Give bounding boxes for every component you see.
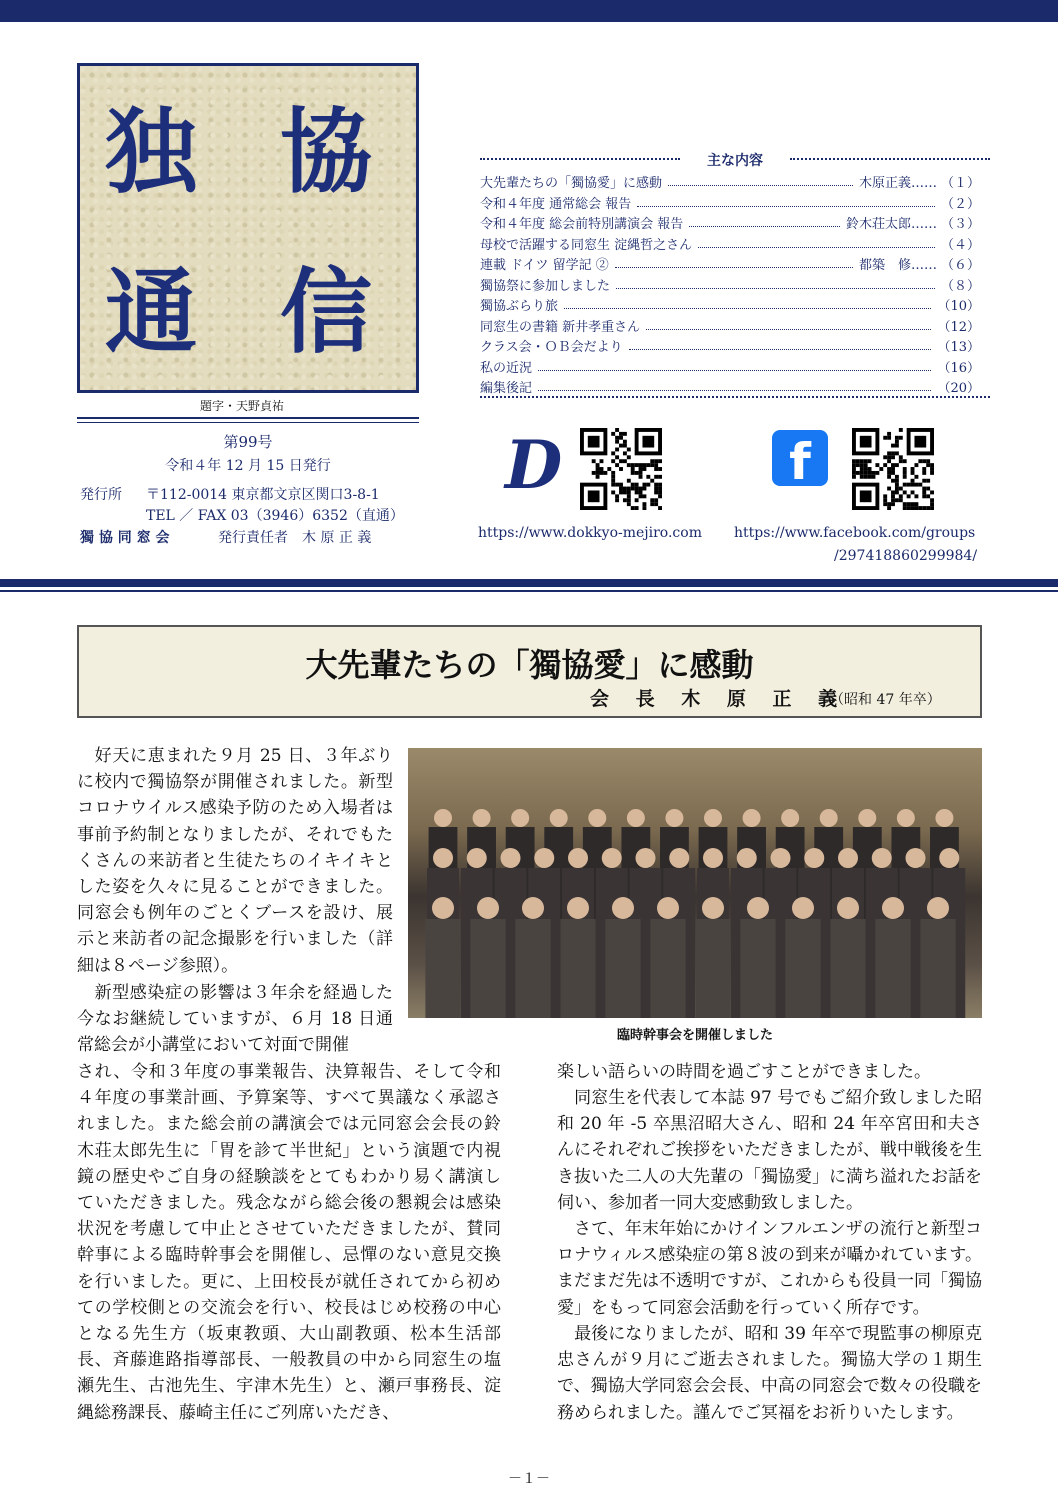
article-right-paragraph-1: 楽しい語らいの時間を過ごすことができました。 [557, 1062, 931, 1082]
facebook-url-cont[interactable]: /297418860299984/ [834, 548, 978, 564]
site-url[interactable]: https://www.dokkyo-mejiro.com [478, 525, 702, 541]
photo-person-head [702, 897, 724, 919]
photo-person-head [747, 897, 769, 919]
photo-person-head [743, 809, 761, 827]
publisher-org: 獨 協 同 窓 会 [80, 530, 170, 546]
issue-number: 第99号 [223, 433, 273, 451]
photo-person-head [550, 809, 568, 827]
photo-person-head [704, 809, 722, 827]
photo-person-head [927, 897, 949, 919]
photo-person-head [501, 848, 521, 868]
contents-item[interactable] [480, 172, 980, 191]
photo-person-head [434, 809, 452, 827]
photo-person-head [602, 848, 622, 868]
photo-person-head [627, 809, 645, 827]
contents-item-title: 母校で活躍する同窓生 淀縄哲之さん [480, 237, 693, 253]
article-left-paragraph-1: 好天に恵まれた９月 25 日、３年ぶりに校内で獨協祭が開催されました。新型コロナウイルス感染予防のため入場者は事前予約制となりましたが、それでもたくさんの来訪者と生徒たちのイキイキとした姿を久々に見ることができました。同窓会も例年のごとくブースを設け、展示と来訪者の記念撮影を行いました（詳細は８ページ参照）。 [77, 746, 393, 976]
photo-person-head [838, 848, 858, 868]
contents-item-title: クラス会・ＯＢ会だより [480, 340, 623, 355]
contents-leader [616, 275, 935, 289]
photo-person-body [515, 919, 550, 1018]
photo-person-head [534, 848, 554, 868]
page-number: －１－ [508, 1471, 550, 1487]
contents-item[interactable] [480, 336, 980, 355]
contents-item-page: （16） [937, 360, 980, 376]
photo-person-head [737, 848, 757, 868]
contents-item-page: （８） [940, 278, 980, 294]
facebook-qr-code [852, 428, 934, 510]
contents-item[interactable] [480, 316, 980, 335]
contents-item-title: 獨協祭に参加しました [480, 278, 611, 294]
photo-person-head [433, 848, 453, 868]
contents-item-page: （４） [940, 237, 980, 253]
contents-item[interactable] [480, 357, 980, 376]
contents-item-page: （６） [940, 258, 980, 273]
contents-item-page: （10） [937, 299, 980, 314]
photo-person-head [636, 848, 656, 868]
photo-person-head [906, 848, 926, 868]
photo-person-body [650, 919, 685, 1018]
article-headline: 大先輩たちの「獨協愛」に感動 [305, 646, 754, 684]
photo-person-head [771, 848, 791, 868]
contents-item[interactable] [480, 234, 980, 253]
contents-item[interactable] [480, 275, 980, 294]
photo-person-head [568, 848, 588, 868]
photo-person-head [858, 809, 876, 827]
contents-item-title: 連載 ドイツ 留学記 ② [480, 258, 609, 273]
contents-item-page: （12） [937, 319, 980, 335]
article-right-paragraph-3: さて、年末年始にかけインフルエンザの流行と新型コロナウィルス感染症の第８波の到来が囁かれています。まだまだ先は不透明ですが、これからも役員一同「獨協愛」をもって同窓会活動を行っていく所存です。 [557, 1219, 982, 1318]
publisher-address: 〒112-0014 東京都文京区関口3-8-1 [146, 487, 380, 503]
publisher-label: 発行所 [80, 487, 122, 503]
photo-caption: 臨時幹事会を開催しました [616, 1028, 773, 1043]
photo-person-head [882, 897, 904, 919]
photo-person-head [432, 897, 454, 919]
contents-item-author: 都築 修…… [858, 258, 937, 273]
divider [77, 417, 419, 419]
contents-item-page: （１） [940, 176, 980, 191]
contents-leader [698, 234, 935, 248]
photo-person-head [665, 809, 683, 827]
contents-item-page: （13） [937, 340, 980, 355]
publisher-phone: TEL ／ FAX 03（3946）6352（直通） [146, 508, 404, 524]
photo-person-body [605, 919, 640, 1018]
photo-person-head [804, 848, 824, 868]
contents-leader [615, 254, 853, 268]
article-author-year: （昭和 47 年卒） [830, 692, 941, 708]
title-char-1: 独 [105, 98, 198, 206]
publisher-responsible: 発行責任者 木 原 正 義 [218, 530, 372, 546]
photo-person-head [669, 848, 689, 868]
photo-person-body [740, 919, 775, 1018]
contents-item[interactable] [480, 213, 980, 232]
photo-person-head [522, 897, 544, 919]
title-char-2: 協 [280, 98, 373, 206]
article-author: 会 長 木 原 正 義 [590, 688, 848, 710]
photo-person-head [467, 848, 487, 868]
section-separator [0, 579, 1058, 587]
contents-item-title: 同窓生の書籍 新井孝重さん [480, 319, 641, 335]
contents-leader [629, 336, 932, 350]
contents-leader [637, 193, 935, 207]
article-left-paragraph-2: 新型感染症の影響は３年余を経過した今なお継続していますが、６月 18 日通常総会が小講堂において対面で開催 [77, 983, 393, 1056]
contents-item[interactable] [480, 254, 980, 273]
contents-item-title: 編集後記 [480, 381, 533, 396]
contents-leader [668, 172, 853, 186]
photo-person-head [939, 848, 959, 868]
contents-item[interactable] [480, 193, 980, 212]
photo-person-body [560, 919, 595, 1018]
school-logo-icon: D [505, 426, 563, 504]
photo-person-body [875, 919, 910, 1018]
photo-person-head [820, 809, 838, 827]
photo-person-head [612, 897, 634, 919]
contents-item-page: （20） [937, 381, 980, 396]
contents-ornament-bottom [480, 396, 990, 398]
calligraphy-credit: 題字・天野貞祐 [200, 399, 285, 413]
contents-leader [564, 295, 931, 309]
contents-item-title: 令和４年度 通常総会 報告 [480, 196, 632, 212]
photo-person-head [935, 809, 953, 827]
facebook-url[interactable]: https://www.facebook.com/groups [734, 525, 976, 541]
contents-leader [646, 316, 931, 330]
site-qr-code [580, 428, 662, 510]
issue-date: 令和４年 12 月 15 日発行 [165, 458, 331, 474]
photo-person-head [588, 809, 606, 827]
contents-item-page: （３） [940, 217, 980, 232]
group-photo [408, 748, 982, 1018]
article-left-paragraph-3: され、令和３年度の事業報告、決算報告、そして令和４年度の事業計画、予算案等、すべて異議なく承認されました。また総会前の講演会では元同窓会会長の鈴木荘太郎先生に「胃を診て半世紀」という演題で内視鏡の歴史やご自身の経験談をとてもわかり易く講演していただきました。残念ながら総会後の懇親会は感染状況を考慮して中止とさせていただきましたが、賛同幹事による臨時幹事会を開催し、忌憚のない意見交換を行いました。更に、上田校長が就任されてから初めての学校側との交流会を行い、校長はじめ校務の中心となる先生方（坂東教頭、大山副教頭、松本生活部長、斉藤進路指導部長、一般教員の中から同窓生の塩瀬先生、古池先生、宇津木先生）と、瀬戸事務長、淀縄総務課長、藤崎主任にご列席いただき、 [77, 1062, 501, 1423]
photo-person-head [511, 809, 529, 827]
contents-title: 主な内容 [707, 153, 763, 169]
title-char-4: 信 [280, 258, 373, 366]
title-char-3: 通 [105, 258, 198, 366]
photo-person-head [657, 897, 679, 919]
group-photo-people [408, 748, 982, 1018]
article-right-paragraph-4: 最後になりましたが、昭和 39 年卒で現監事の柳原克忠さんが９月にご逝去されました。獨協大学の１期生で、獨協大学同窓会会長、中高の同窓会で数々の役職を務められました。謹んでご冥福をお祈りいたします。 [557, 1324, 982, 1423]
contents-item[interactable] [480, 295, 980, 314]
contents-item-page: （２） [940, 196, 980, 212]
photo-person-head [837, 897, 859, 919]
contents-leader [689, 213, 840, 227]
contents-leader [538, 357, 931, 371]
section-separator-thin [0, 590, 1058, 592]
photo-person-head [473, 809, 491, 827]
contents-item-title: 私の近況 [480, 360, 533, 376]
photo-person-body [470, 919, 505, 1018]
photo-person-body [785, 919, 820, 1018]
divider [77, 422, 419, 423]
photo-person-head [897, 809, 915, 827]
photo-person-head [872, 848, 892, 868]
photo-person-head [703, 848, 723, 868]
photo-person-head [792, 897, 814, 919]
top-band [0, 0, 1058, 22]
masthead-title-box [77, 63, 419, 393]
contents-item-author: 鈴木荘太郎…… [845, 217, 937, 232]
photo-person-body [920, 919, 955, 1018]
photo-person-body [695, 919, 730, 1018]
photo-person-body [830, 919, 865, 1018]
contents-item-title: 令和４年度 総会前特別講演会 報告 [480, 217, 684, 232]
photo-person-body [425, 919, 460, 1018]
contents-item-title: 大先輩たちの「獨協愛」に感動 [480, 176, 663, 191]
contents-item[interactable] [480, 377, 980, 396]
contents-item-title: 獨協ぶらり旅 [480, 299, 559, 314]
contents-leader [538, 377, 931, 391]
photo-person-head [567, 897, 589, 919]
article-right-paragraph-2: 同窓生を代表して本誌 97 号でもご紹介致しました昭和 20 年 -5 卒黒沼昭大さん、昭和 24 年卒宮田和夫さんにそれぞれご挨拶をいただきましたが、戦中戦後を生き抜いた二人の大先輩の「獨協愛」に満ち溢れたお話を伺い、参加者一同大変感動致しました。 [557, 1088, 982, 1213]
facebook-icon[interactable]: f [772, 430, 828, 486]
contents-item-author: 木原正義…… [858, 176, 937, 191]
photo-person-head [781, 809, 799, 827]
photo-person-head [477, 897, 499, 919]
